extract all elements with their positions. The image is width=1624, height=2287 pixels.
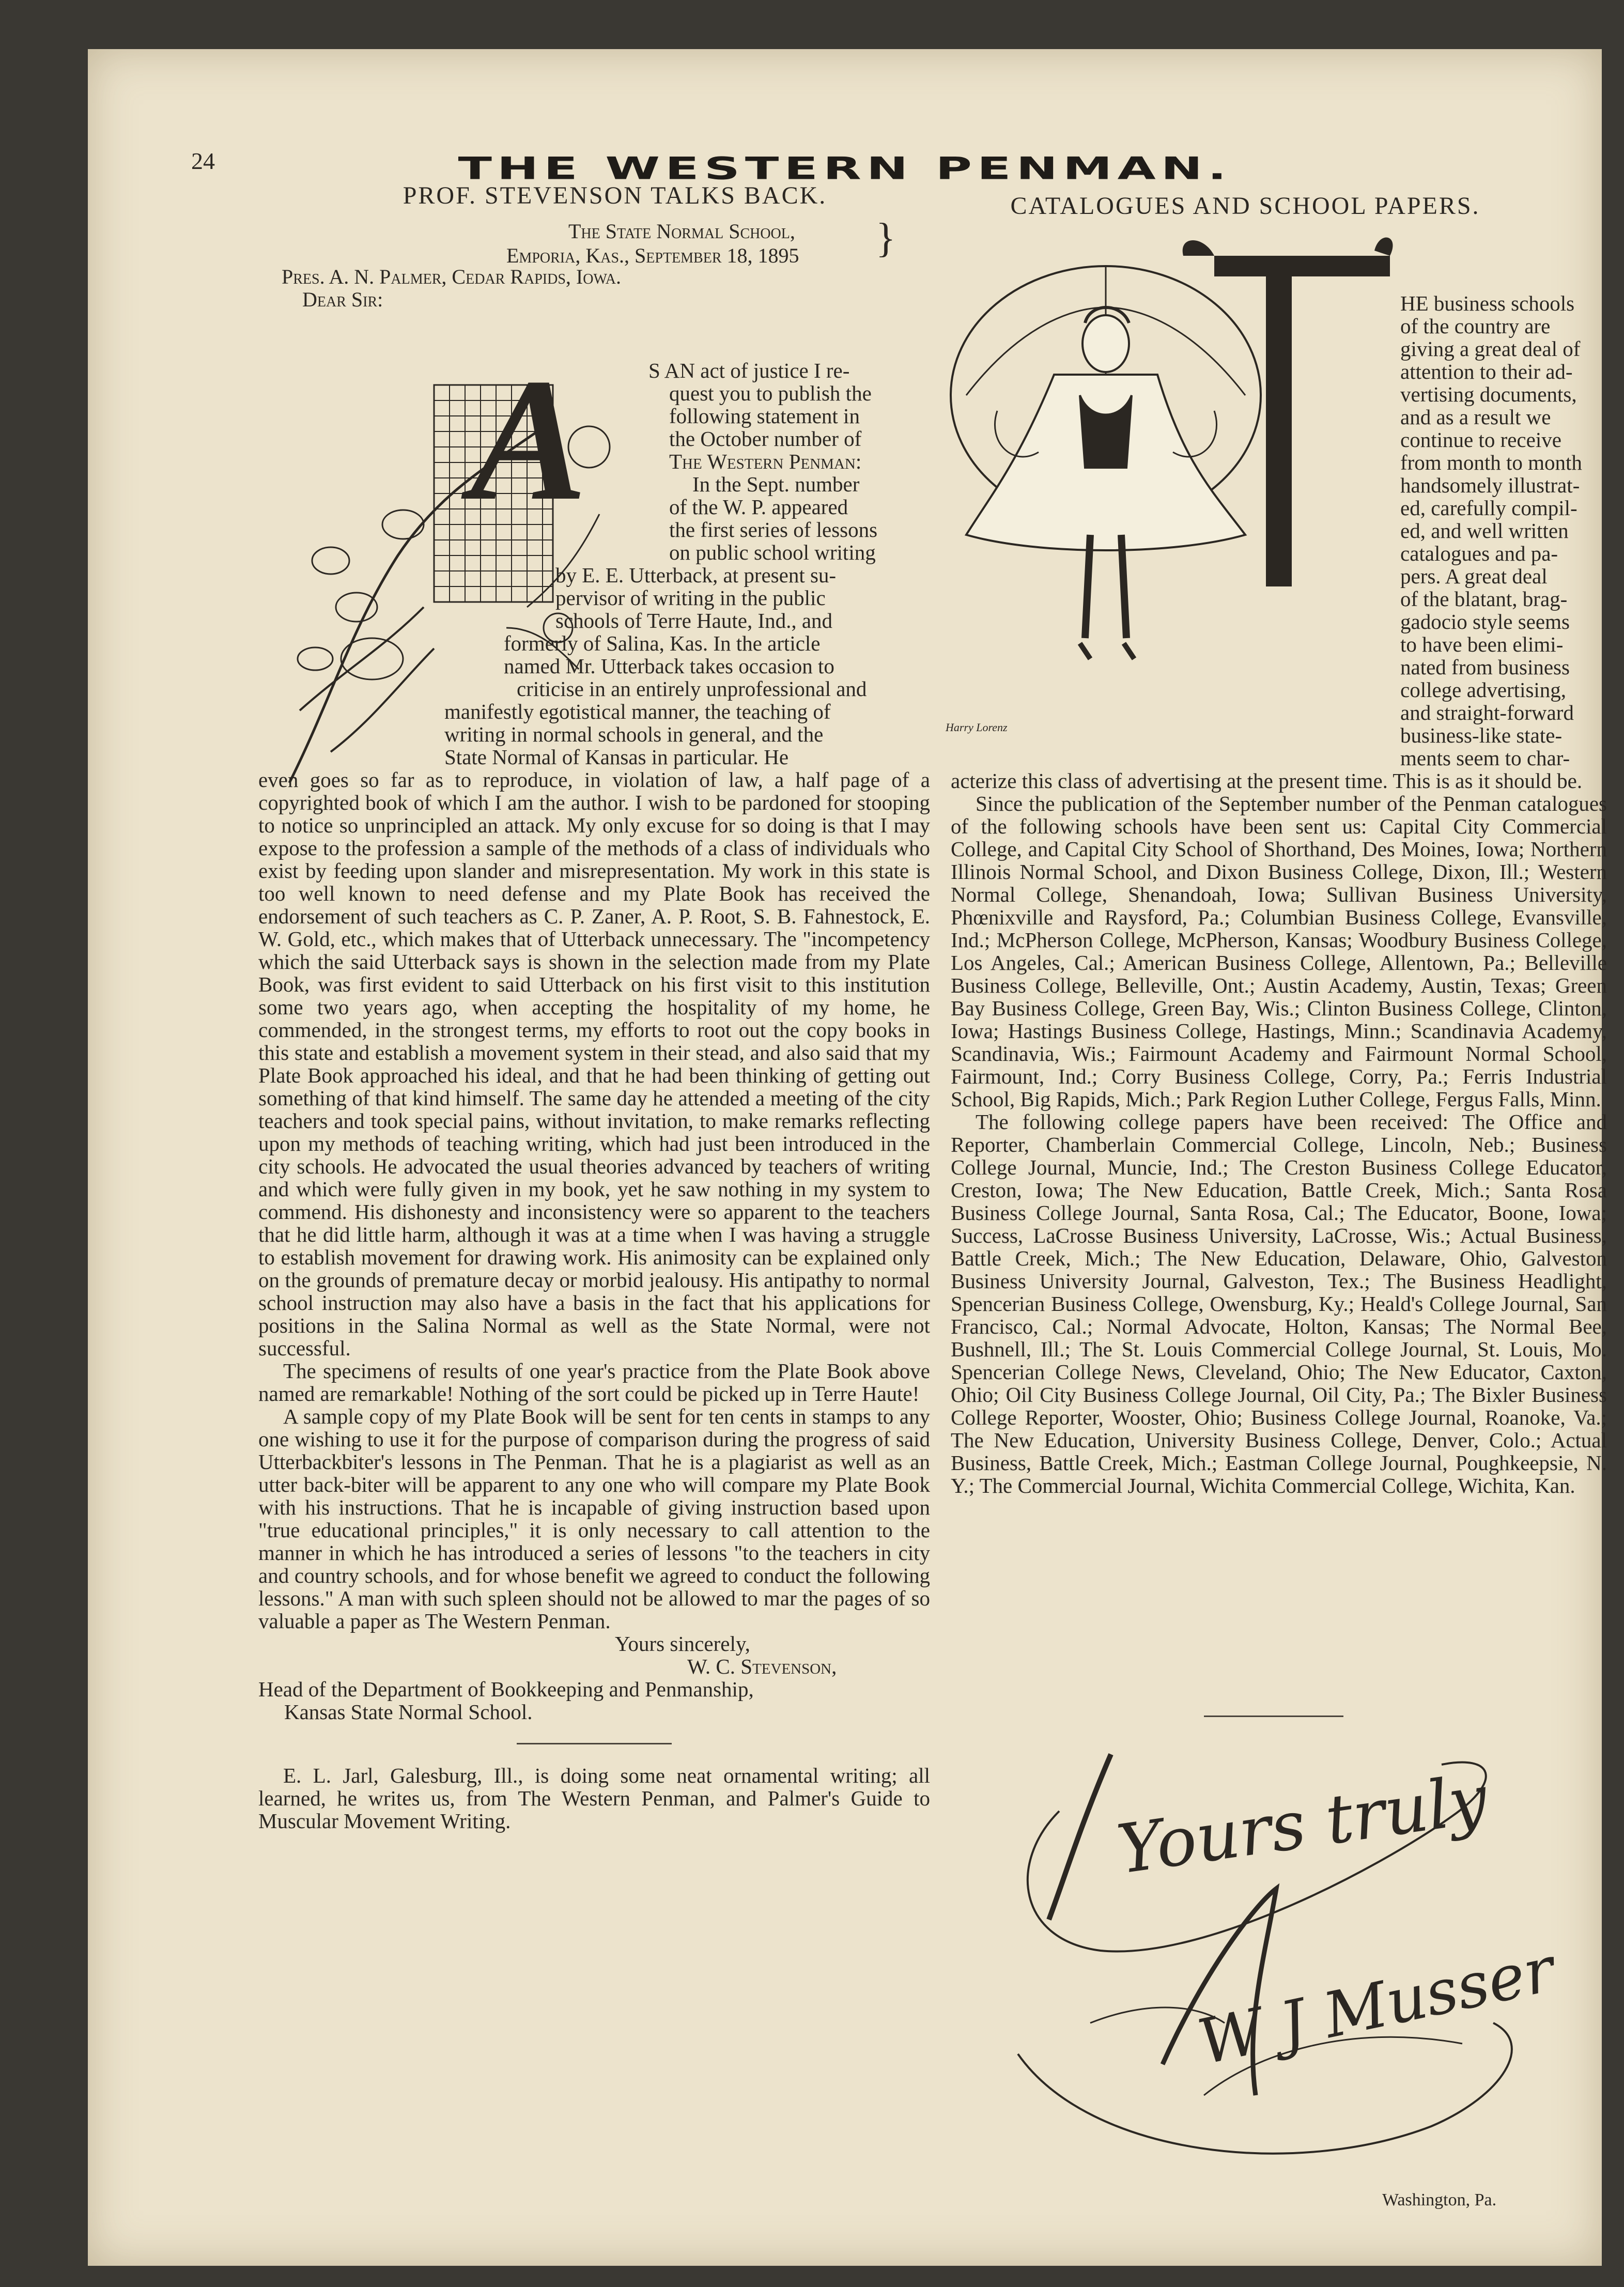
wrap-line: the October number of: [669, 427, 862, 451]
wrap-line: quest you to publish the: [669, 381, 872, 405]
wrap-line: catalogues and pa-: [1400, 542, 1558, 565]
wrap-line: by E. E. Utterback, at present su-: [555, 563, 837, 587]
wrap-line: ments seem to char-: [1400, 746, 1570, 770]
wrap-line: ed, carefully compil-: [1400, 496, 1577, 520]
divider: [1204, 1716, 1343, 1717]
wrap-line: attention to their ad-: [1400, 360, 1573, 383]
wrap-line: following statement in: [669, 404, 860, 428]
wrap-line: gadocio style seems: [1400, 610, 1570, 633]
paragraph: A sample copy of my Plate Book will be sent for ten cents in stamps to any one wishing to use it for the purpose of comparison during the progress of said Utterbackbiter's lessons in The Penman. That he is a plagiarist as well as an utter back-biter will be apparent to any one who will compare my Plate Book with his instructions. That he is incapable of giving instruction based upon "true educational principles," it is only necessary to call attention to the manner in which he has introduced a series of lessons "to the teachers in city and country schools, and for whose benefit we agreed to conduct the following lessons." A man with such spleen should not be allowed to mar the pages of so valuable a paper as The Western Penman.: [258, 1404, 930, 1633]
page-number: 24: [191, 148, 215, 174]
magazine-page: [88, 49, 1607, 2266]
wrap-line: schools of Terre Haute, Ind., and: [555, 609, 833, 632]
wrap-line: pers. A great deal: [1400, 564, 1548, 588]
wrap-line: criticise in an entirely unprofessional and: [517, 677, 867, 701]
wrap-line: on public school writing: [669, 540, 876, 564]
signature-line-2: W J Musser: [1192, 1933, 1561, 2079]
wrap-line: the first series of lessons: [669, 518, 878, 542]
wrap-line: S AN act of justice I re-: [648, 359, 850, 382]
wrap-line: giving a great deal of: [1400, 337, 1581, 361]
paragraph: Since the publication of the September number of the Penman catalogues of the following schools have been sent us: Capital City Commercial College, and Capital City School of Shorthand, Des Moines, Iowa; Northern Illinois Normal School, and Dixon Business College, Dixon, Ill.; Western Normal College, Shenandoah, Iowa; Sullivan Business University, Phœnixville and Raysford, Pa.; Columbian Business College, Evansville, Ind.; McPherson College, McPherson, Kansas; Woodbury Business College, Los Angeles, Cal.; American Business College, Allentown, Pa.; Belleville Business College, Belleville, Ont.; Austin Academy, Austin, Texas; Green Bay Business College, Green Bay, Wis.; Clinton Business College, Clinton, Iowa; Hastings Business College, Hastings, Minn.; Scandinavia Academy, Scandinavia, Wis.; Fairmount Academy and Fairmount Normal School, Fairmount, Ind.; Corry Business College, Corry, Pa.; Ferris Industrial School, Big Rapids, Mich.; Park Region Luther College, Fergus Falls, Minn.: [951, 792, 1607, 1111]
illustration-initial-t: [935, 225, 1395, 741]
letterhead-brace: }: [876, 215, 896, 261]
letterhead-salutation: Dear Sir:: [302, 288, 383, 311]
signature-place: Washington, Pa.: [1382, 2190, 1497, 2209]
signer-name: W. C. Stevenson,: [687, 1655, 837, 1678]
wrap-line: to have been elimi-: [1400, 632, 1564, 656]
flourished-signature: [987, 1734, 1581, 2188]
signature-line-1: Yours truly: [1112, 1759, 1492, 1889]
wrap-line: State Normal of Kansas in particular. He: [444, 745, 789, 769]
signer-institution: Kansas State Normal School.: [284, 1700, 533, 1724]
wrap-line: college advertising,: [1400, 678, 1567, 702]
note-paragraph: E. L. Jarl, Galesburg, Ill., is doing some neat ornamental writing; all learned, he writes us, from The Western Penman, and Palmer's Guide to Muscular Movement Writing.: [258, 1764, 930, 1833]
wrap-line: named Mr. Utterback takes occasion to: [504, 654, 834, 678]
illustration-credit: Harry Lorenz: [946, 721, 1008, 734]
wrap-line: handsomely illustrat-: [1400, 473, 1580, 497]
signer-title: Head of the Department of Bookkeeping and Penmanship,: [258, 1677, 754, 1701]
wrap-line: pervisor of writing in the public: [555, 586, 826, 610]
right-article-title: CATALOGUES AND SCHOOL PAPERS.: [1010, 192, 1480, 220]
closing: Yours sincerely,: [615, 1632, 750, 1656]
letterhead-line-1: The State Normal School,: [568, 220, 795, 243]
wrap-line: The Western Penman:: [669, 450, 862, 473]
t-stem: [1266, 256, 1292, 586]
wrap-line: from month to month: [1400, 451, 1582, 474]
left-article-title: PROF. STEVENSON TALKS BACK.: [403, 182, 827, 209]
wrap-line: and straight-forward: [1400, 701, 1574, 724]
left-article-body: [258, 768, 930, 1832]
wrap-line: formerly of Salina, Kas. In the article: [504, 631, 821, 655]
paragraph: The specimens of results of one year's practice from the Plate Book above named are remarkable! Nothing of the sort could be picked up in Terre Haute!: [258, 1359, 930, 1405]
masthead-title: THE WESTERN PENMAN.: [458, 150, 1232, 187]
wrap-line: ed, and well written: [1400, 519, 1569, 543]
paragraph: even goes so far as to reproduce, in violation of law, a half page of a copyrighted book of which I am the author. I wish to be pardoned for stooping to notice so unprincipled an attack. My only excuse for so doing is that I may expose to the profession a sample of the methods of a class of individuals who exist by feeding upon slander and misrepresentation. My work in this state is too well known to need defense and my Plate Book has received the endorsement of such teachers as C. P. Zaner, A. P. Root, S. B. Fahnestock, E. W. Gold, etc., which makes that of Utterback unnecessary. The "incompetency which the said Utterback says is shown in the selection made from my Plate Book, was first evident to said Utterback on his first visit to this institution some two years ago, when accepting the hospitality of my home, he commended, in the strongest terms, my efforts to root out the copy books in this state and establish a movement system in their stead, and also said that my Plate Book approached his ideal, and that he had been thinking of getting out something of that kind himself. The same day he attended a meeting of the city teachers and took special pains, without invitation, to make remarks reflecting upon my methods of teaching writing, which had just been introduced in the city schools. He advocated the usual theories advanced by teachers of writing and which were fully given in my book, yet he saw nothing in my system to commend. His dishonesty and inconsistency were so apparent to the teachers that he did little harm, although it was at a time when I was having a struggle to establish movement for drawing work. His animosity can be explained only on the grounds of premature decay or morbid jealousy. His antipathy to normal school instruction may also have a basis in the fact that his applications for positions in the Salina Normal as well as the State Normal, were not successful.: [258, 768, 930, 1360]
wrap-line: of the W. P. appeared: [669, 495, 848, 519]
wrap-line: continue to receive: [1400, 428, 1561, 452]
wrap-line: writing in normal schools in general, and the: [444, 722, 824, 746]
wrap-line: HE business schools: [1400, 291, 1575, 315]
wrap-line: nated from business: [1400, 655, 1570, 679]
wrap-line: of the blatant, brag-: [1400, 587, 1568, 611]
letterhead-line-2: Emporia, Kas., September 18, 1895: [506, 244, 799, 267]
wrap-line: vertising documents,: [1400, 382, 1577, 406]
paragraph: acterize this class of advertising at the present time. This is as it should be.: [951, 769, 1583, 793]
wrap-line: and as a result we: [1400, 405, 1551, 429]
wrap-line: of the country are: [1400, 314, 1551, 338]
t-crossbar: [1214, 256, 1390, 276]
right-article-body: [951, 769, 1607, 1497]
wrap-line: manifestly egotistical manner, the teaching of: [444, 700, 831, 723]
paragraph: The following college papers have been received: The Office and Reporter, Chamberlain Commercial College, Lincoln, Neb.; Business College Journal, Muncie, Ind.; The Creston Business College Educator, Creston, Iowa; The New Education, Battle Creek, Mich.; Santa Rosa Business College Journal, Santa Rosa, Cal.; The Educator, Boone, Iowa; Success, LaCrosse Business University, LaCrosse, Wis.; Actual Business, Battle Creek, Mich.; The New Education, Delaware, Ohio, Galveston Business University Journal, Galveston, Tex.; The Business Headlight, Spencerian Business College, Owensburg, Ky.; Heald's College Journal, San Francisco, Cal.; Normal Advocate, Holton, Kansas; The Normal Bee, Bushnell, Ill.; The St. Louis Commercial College Journal, St. Louis, Mo. Spencerian College News, Cleveland, Ohio; The New Educator, Caxton, Ohio; Oil City Business College Journal, Oil City, Pa.; The Bixler Business College Reporter, Wooster, Ohio; Business College Journal, Roanoke, Va.; The New Education, University Business College, Denver, Colo.; Actual Business, Battle Creek, Mich.; Eastman College Journal, Poughkeepsie, N. Y.; The Commercial Journal, Wichita Commercial College, Wichita, Kan.: [951, 1110, 1607, 1497]
letterhead-addressee: Pres. A. N. Palmer, Cedar Rapids, Iowa.: [282, 265, 621, 288]
drop-cap-a: A: [470, 342, 587, 537]
divider: [517, 1743, 672, 1744]
wrap-line: In the Sept. number: [692, 472, 860, 496]
wrap-line: business-like state-: [1400, 723, 1563, 747]
